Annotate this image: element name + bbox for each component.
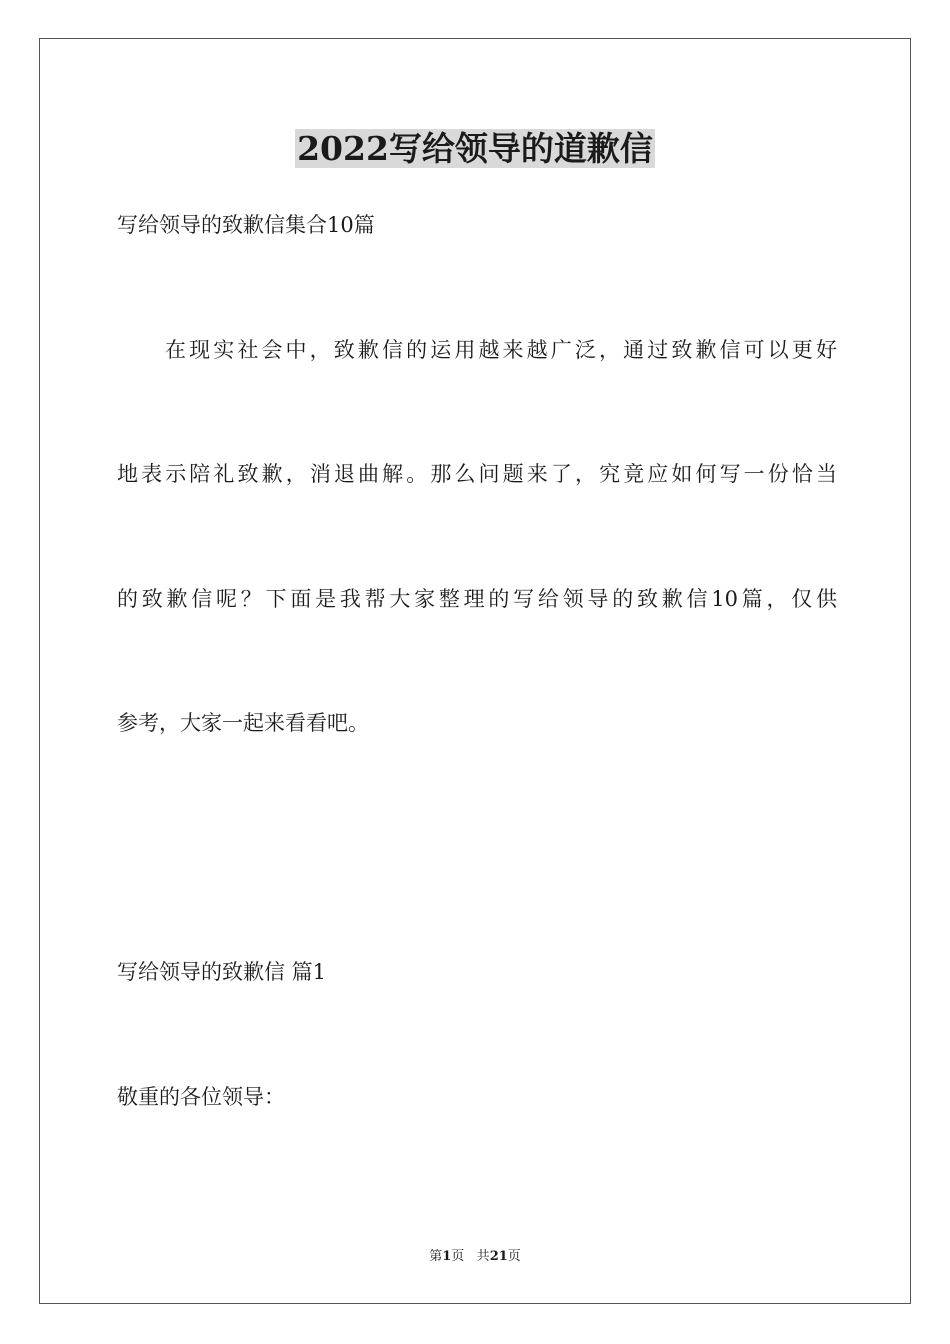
salutation: 敬重的各位领导： [117,1085,285,1109]
total-suffix: 页 [507,1249,521,1264]
total-prefix: 共 [476,1249,490,1264]
intro-line-1: 在现实社会中，致歉信的运用越来越广泛，通过致歉信可以更好 [165,338,837,362]
page-prefix: 第 [429,1249,443,1264]
intro-line-2: 地表示陪礼致歉，消退曲解。那么问题来了，究竟应如何写一份恰当 [117,462,837,486]
section-heading: 写给领导的致歉信 篇1 [117,960,327,984]
intro-line-3: 的致歉信呢？下面是我帮大家整理的写给领导的致歉信10篇，仅供 [117,587,837,611]
page-footer [0,1248,950,1266]
page-suffix: 页 [451,1249,465,1264]
document-title [0,127,950,171]
document-subtitle: 写给领导的致歉信集合10篇 [117,213,375,237]
document-title-text: 2022写给领导的道歉信 [297,129,653,168]
total-pages: 21 [489,1249,508,1264]
page-number: 1 [442,1249,452,1264]
intro-line-4: 参考，大家一起来看看吧。 [117,711,369,735]
